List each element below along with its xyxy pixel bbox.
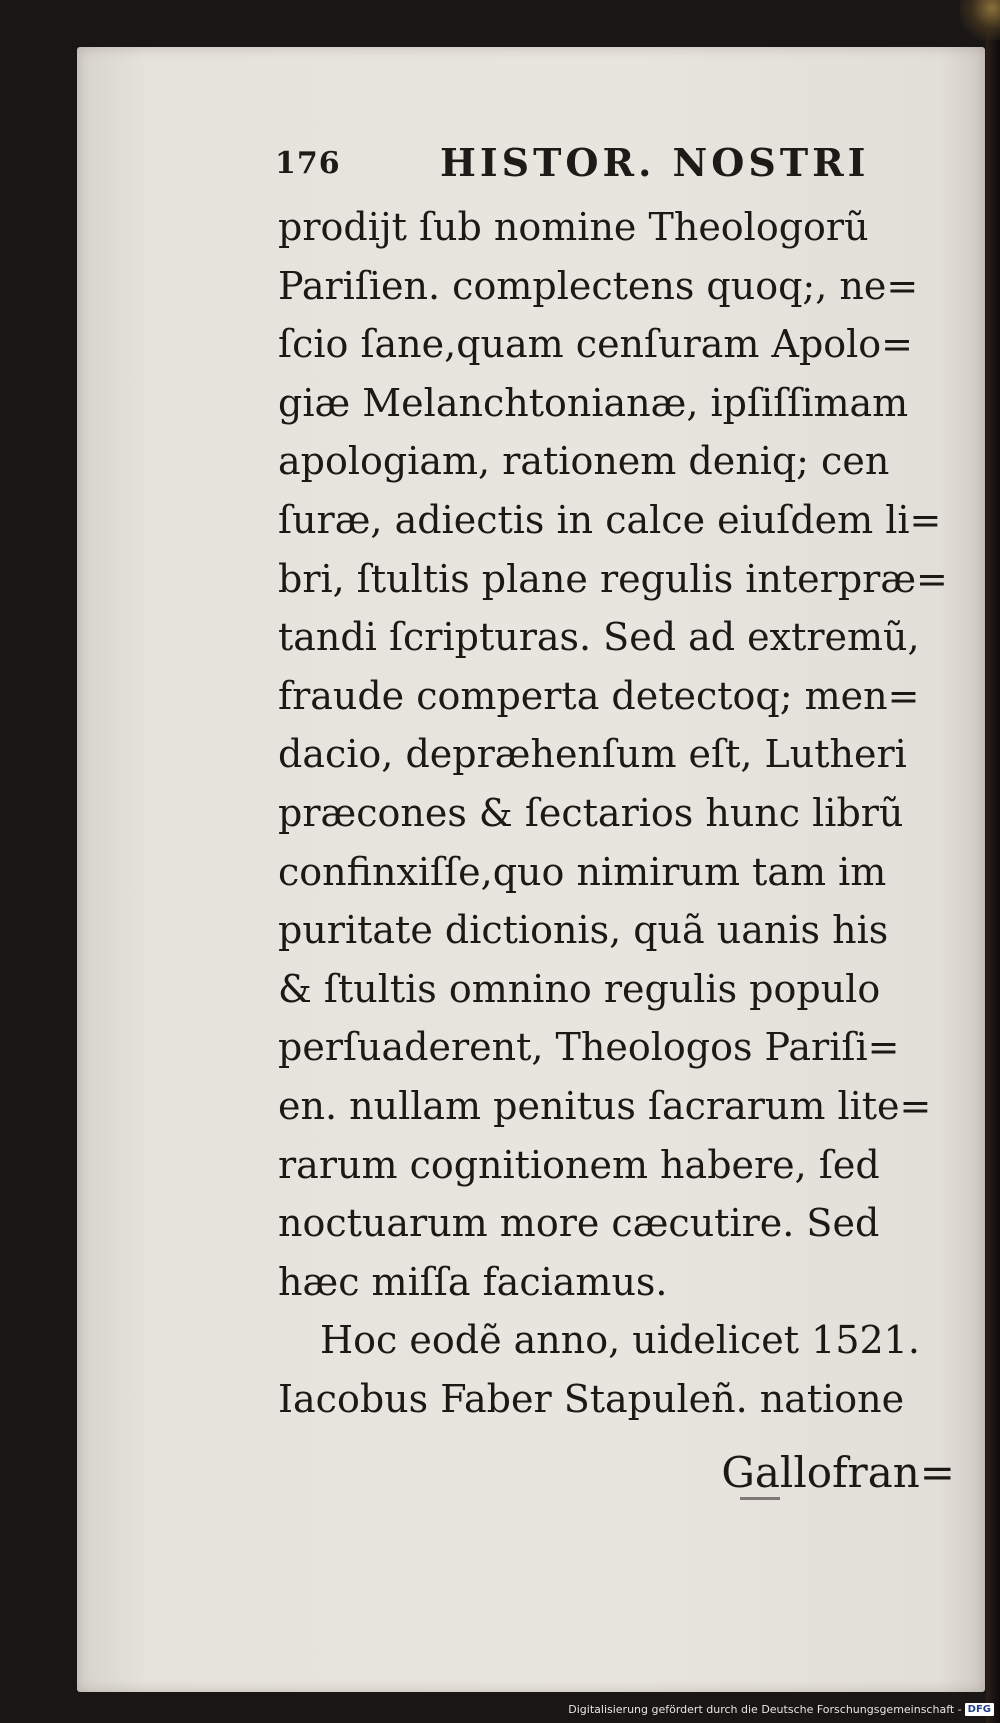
text-line: & ſtultis omnino regulis populo (278, 966, 881, 1011)
text-line: Iacobus Faber Stapuleñ. natione (278, 1376, 905, 1421)
running-head-title: HISTOR. NOSTRI (440, 140, 870, 185)
text-line: fraude comperta detectoq; men= (278, 673, 920, 718)
text-line: Hoc eodẽ anno, uidelicet 1521. (320, 1318, 920, 1363)
binding-corner (960, 0, 1000, 40)
running-head (275, 140, 875, 190)
text-line: Pariſien. complectens quoq;, ne= (278, 263, 919, 308)
page-number: 176 (275, 146, 341, 181)
credit-text: Digitalisierung gefördert durch die Deutsche Forschungsgemeinschaft - (568, 1703, 962, 1716)
text-line: perſuaderent, Theologos Pariſi= (278, 1025, 900, 1070)
text-line: dacio, depræhenſum eſt, Lutheri (278, 732, 907, 777)
text-line: tandi ſcripturas. Sed ad extremũ, (278, 615, 920, 660)
dfg-logo: DFG (965, 1703, 994, 1716)
text-line: puritate dictionis, quã uanis his (278, 908, 889, 953)
text-line: bri, ſtultis plane regulis interpræ= (278, 556, 948, 601)
text-line: confinxiſſe,quo nimirum tam im (278, 849, 887, 894)
text-line: prodijt ſub nomine Theologorũ (278, 205, 869, 249)
text-line: apologiam, rationem deniq; cen (278, 439, 890, 484)
text-line: giæ Melanchtonianæ, ipſiſſimam (278, 380, 909, 425)
text-line: præcones & ſectarios hunc librũ (278, 790, 904, 835)
digitization-credit (568, 1703, 994, 1716)
text-line: ſuræ, adiectis in calce eiuſdem li= (278, 497, 942, 542)
text-line: rarum cognitionem habere, ſed (278, 1142, 880, 1187)
text-line: en. nullam penitus ſacrarum lite= (278, 1083, 932, 1128)
text-line: ſcio ſane,quam cenſuram Apolo= (278, 322, 914, 367)
body-text (278, 198, 968, 1428)
book-edge (986, 0, 1000, 1723)
text-line: noctuarum more cæcutire. Sed (278, 1201, 880, 1246)
ink-flourish (740, 1497, 780, 1500)
catchword: Gallofran= (721, 1448, 955, 1497)
text-line: hæc miſſa faciamus. (278, 1259, 668, 1304)
